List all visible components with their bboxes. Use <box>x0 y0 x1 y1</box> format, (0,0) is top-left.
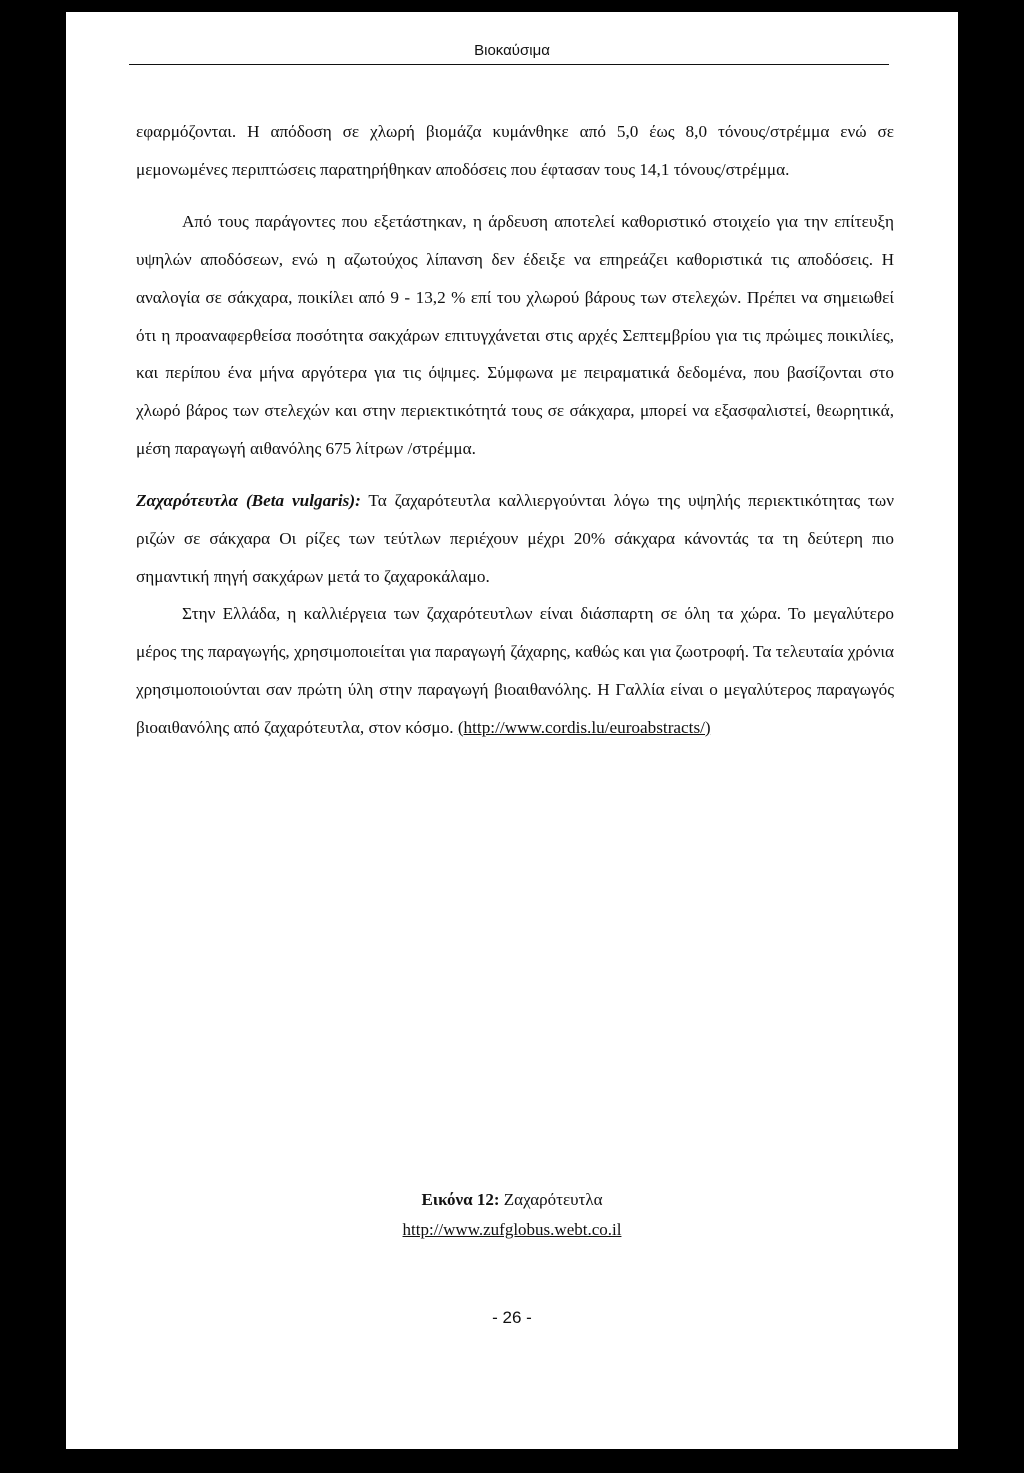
figure-source-link[interactable]: http://www.zufglobus.webt.co.il <box>402 1220 622 1239</box>
figure-caption-text: Ζαχαρότευτλα <box>499 1190 603 1209</box>
paragraph-4-body: Στην Ελλάδα, η καλλιέργεια των ζαχαρότευτλων είναι διάσπαρτη σε όλη τα χώρα. Το μεγαλύτερο μέρος της παραγωγής, χρησιμοποιείται για παραγωγή ζάχαρης, καθώς και για ζωοτροφή. Τα τελευταία χρόνια χρησιμοποιούνται σαν πρώτη ύλη στην παραγωγή βιοαιθανόλης. Η Γαλλία είναι ο μεγαλύτερος παραγωγός βιοαιθανόλης από ζαχαρότευτλα, στον κόσμο. <box>136 604 894 737</box>
sugar-beet-heading: Ζαχαρότευτλα (Beta vulgaris): <box>136 491 361 511</box>
paragraph-2: Από τους παράγοντες που εξετάστηκαν, η άρδευση αποτελεί καθοριστικό στοιχείο για την επίτευξη υψηλών αποδόσεων, ενώ η αζωτούχος λίπανση δεν έδειξε να επηρεάζει καθοριστικά τις αποδόσεις. Η αναλογία σε σάκχαρα, ποικίλει από 9 - 13,2 % επί του χλωρού βάρους των στελεχών. Πρέπει να σημειωθεί ότι η προαναφερθείσα ποσότητα σακχάρων επιτυγχάνεται στις αρχές Σεπτεμβρίου για τις πρώιμες ποικιλίες, και περίπου ένα μήνα αργότερα για τις όψιμες. Σύμφωνα με πειραματικά δεδομένα, που βασίζονται στο χλωρό βάρος των στελεχών και στην περιεκτικότητά τους σε σάκχαρα, μπορεί να εξασφαλιστεί, θεωρητικά, μέση παραγωγή αιθανόλης 675 λίτρων /στρέμμα. <box>136 212 894 458</box>
cordis-link[interactable]: (http://www.cordis.lu/euroabstracts/) <box>457 717 711 737</box>
document-page <box>66 12 958 1449</box>
paragraph-3-body: Τα ζαχαρότευτλα καλλιεργούνται λόγω της υψηλής περιεκτικότητας των ριζών σε σάκχαρα Οι ρίζες των τεύτλων περιέχουν μέχρι 20% σάκχαρα κάνοντάς τα τη δεύτερη πιο σημαντική πηγή σακχάρων μετά το ζαχαροκάλαμο. <box>136 491 895 586</box>
paragraph-4 <box>136 595 894 746</box>
running-header: Βιοκαύσιμα <box>474 42 550 59</box>
page-number: - 26 - <box>492 1308 532 1327</box>
figure-caption <box>66 1185 958 1245</box>
body-text <box>136 113 894 746</box>
header-rule <box>129 64 889 65</box>
figure-label: Εικόνα 12: <box>421 1190 500 1209</box>
paragraph-3 <box>136 482 894 595</box>
figure-title <box>66 1185 958 1215</box>
paragraph-1: εφαρμόζονται. Η απόδοση σε χλωρή βιομάζα κυμάνθηκε από 5,0 έως 8,0 τόνους/στρέμμα ενώ σε μεμονωμένες περιπτώσεις παρατηρήθηκαν αποδόσεις που έφτασαν τους 14,1 τόνους/στρέμμα. <box>136 122 894 179</box>
